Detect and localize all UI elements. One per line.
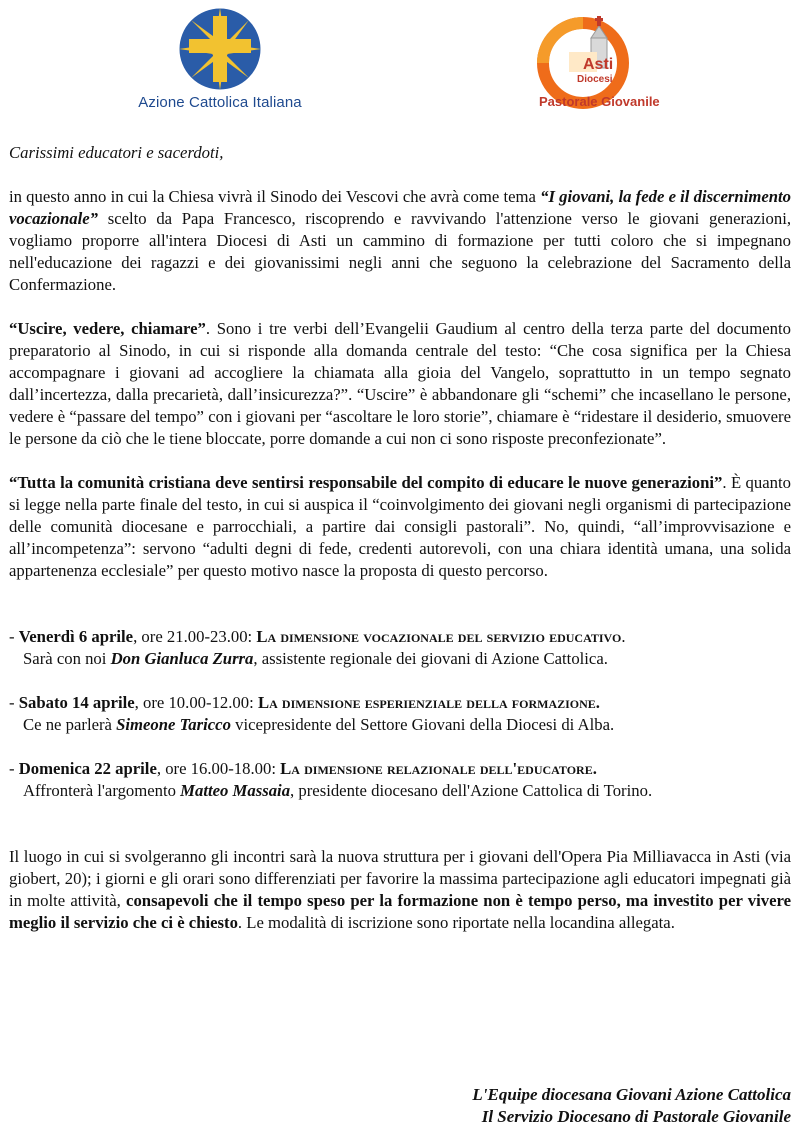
logo-pastorale-text: Pastorale Giovanile — [539, 94, 660, 109]
event-day: Domenica 22 aprile — [18, 759, 157, 778]
paragraph-verbs — [9, 318, 791, 450]
signature — [472, 1084, 791, 1128]
paragraph-intro — [9, 186, 791, 296]
intro-text-1: in questo anno in cui la Chiesa vivrà il Sinodo dei Vescovi che avrà come tema — [9, 187, 541, 206]
paragraph-logistics — [9, 846, 791, 934]
community-quote: “Tutta la comunità cristiana deve sentirsi responsabile del compito di educare le nuove generazioni” — [9, 473, 723, 492]
speaker-intro: Sarà con noi — [23, 649, 111, 668]
event-day: Venerdì 6 aprile — [18, 627, 134, 646]
verbs-heading: “Uscire, vedere, chiamare” — [9, 319, 206, 338]
event-item — [9, 692, 791, 736]
event-dash: - — [9, 693, 19, 712]
event-line — [9, 626, 791, 648]
synod-theme: “I giovani, la fede e il discernimento vocazionale” — [9, 187, 791, 228]
event-time: , ore 21.00-23.00: — [133, 627, 257, 646]
verbs-text: . Sono i tre verbi dell’Evangelii Gaudium al centro della terza parte del documento preparatorio al Sinodo, in cui si risponde alla domanda centrale del testo: “Che cosa significa per la Chiesa accompagnare i giovani ad accogliere la chiamata alla gioia del Vangelo, soprattutto in un tempo segnato dall’incertezza, dalla precarietà, dall’insicurezza?”. “Uscire” è abbandonare gli “schemi” che incasellano le persone, vedere è “passare del tempo” con i giovani per “ascoltare le loro storie”, chiamare è “ridestare il desiderio, smuovere le persone da ciò che le tiene bloccate, porre domande a cui non ci sono risposte preconfezionate”. — [9, 319, 791, 448]
event-title: La dimensione relazionale dell'educatore. — [280, 759, 597, 778]
event-speaker-line — [9, 714, 791, 736]
event-item — [9, 626, 791, 670]
signature-line-2: Il Servizio Diocesano di Pastorale Giovanile — [481, 1107, 791, 1126]
event-end: . — [621, 627, 626, 646]
speaker-role: , presidente diocesano dell'Azione Cattolica di Torino. — [290, 781, 653, 800]
event-line — [9, 692, 791, 714]
community-text: . È quanto si legge nella parte finale del testo, in cui si auspica il “coinvolgimento dei giovani negli organismi di partecipazione delle comunità diocesane e parrocchiali, a partire dai consigli pastorali”. No, quindi, “all’improvvisazione e all’incompetenza”: servono “adulti degni di fede, credenti autorevoli, con una chiara identità umana, una solida appartenenza ecclesiale” per questo motivo nasce la proposta di questo percorso. — [9, 473, 791, 580]
logo-asti-text: Asti — [583, 56, 614, 73]
ac-emblem-icon — [177, 6, 263, 92]
pastorale-giovanile-logo — [525, 8, 660, 118]
event-title: La dimensione esperienziale della formazione. — [257, 693, 600, 712]
event-dash: - — [9, 759, 19, 778]
intro-text-2: scelto da Papa Francesco, riscoprendo e ravvivando l'attenzione verso le giovani generazioni, vogliamo proporre all'intera Diocesi di Asti un cammino di formazione per tutti coloro che si impegnano nell'educazione dei ragazzi e dei giovanissimi negli anni che seguono la celebrazione del Sacramento della Confermazione. — [9, 209, 791, 294]
event-line — [9, 758, 791, 780]
letter-body — [9, 142, 791, 956]
event-speaker: Don Gianluca Zurra — [110, 649, 254, 668]
event-item — [9, 758, 791, 802]
speaker-intro: Ce ne parlerà — [23, 715, 117, 734]
letterhead — [0, 0, 800, 130]
event-speaker: Matteo Massaia — [180, 781, 291, 800]
logo-diocesi-text: Diocesi — [577, 74, 613, 85]
event-speaker-line — [9, 780, 791, 802]
logistics-text-1: Il luogo in cui si svolgeranno gli incontri sarà la nuova struttura per i giovani dell'Opera Pia Milliavacca in Asti (via giobert, 20); i giorni e gli orari sono differenziati per favorire la massima partecipazione agli educatori impegnati già in molte attività, — [9, 847, 791, 910]
event-speaker-line — [9, 648, 791, 670]
event-speaker: Simeone Taricco — [116, 715, 231, 734]
paragraph-community — [9, 472, 791, 582]
greeting: Carissimi educatori e sacerdoti, — [9, 143, 224, 162]
azione-cattolica-logo — [130, 6, 310, 116]
speaker-role: , assistente regionale dei giovani di Azione Cattolica. — [253, 649, 608, 668]
event-day: Sabato 14 aprile — [18, 693, 135, 712]
logistics-emphasis: consapevoli che il tempo speso per la formazione non è tempo perso, ma investito per vivere meglio il servizio che ci è chiesto — [9, 891, 791, 932]
speaker-role: vicepresidente del Settore Giovani della Diocesi di Alba. — [230, 715, 615, 734]
event-time: , ore 10.00-12.00: — [134, 693, 258, 712]
logistics-text-2: . Le modalità di iscrizione sono riportate nella locandina allegata. — [237, 913, 675, 932]
event-time: , ore 16.00-18.00: — [156, 759, 281, 778]
event-dash: - — [9, 627, 19, 646]
signature-line-1: L'Equipe diocesana Giovani Azione Cattolica — [472, 1085, 791, 1104]
speaker-intro: Affronterà l'argomento — [23, 781, 181, 800]
azione-cattolica-name: Azione Cattolica Italiana — [138, 94, 302, 111]
event-title: La dimensione vocazionale del servizio educativo — [256, 627, 622, 646]
